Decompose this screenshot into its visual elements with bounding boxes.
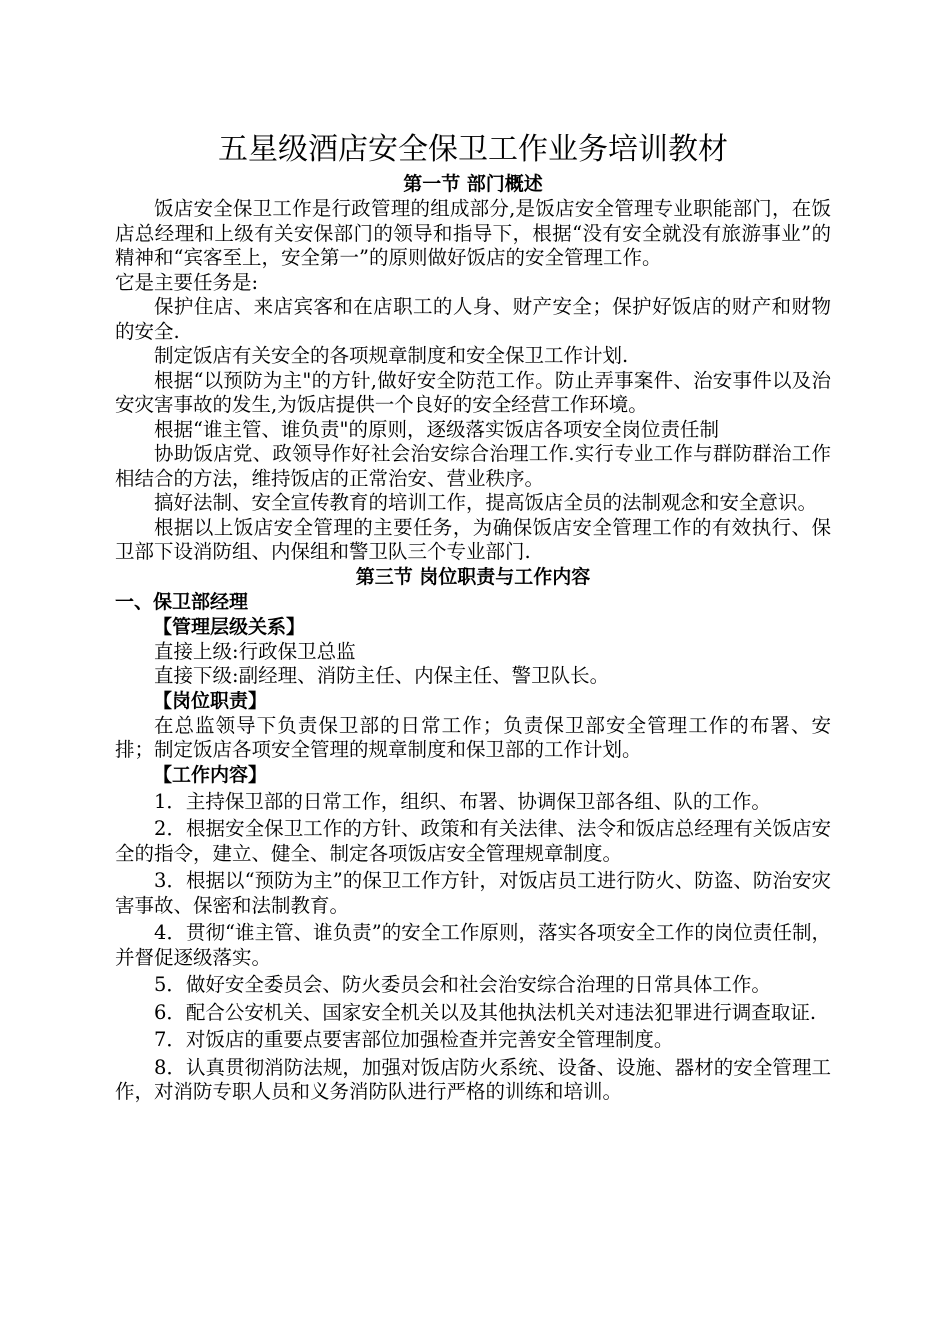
section-heading-overview: 第一节 部门概述 — [403, 173, 543, 195]
work-heading: 【工作内容】 — [153, 763, 268, 786]
intro-paragraph: 饭店安全保卫工作是行政管理的组成部分,是饭店安全管理专业职能部门，在饭店总经理和上级有关安保部门的领导和指导下，根据“没有安全就没有旅游事业”的精神和“宾客至上，安全第一”的原则做好饭店的安全管理工作。 — [115, 197, 831, 269]
tasks-lead: 它是主要任务是: — [115, 270, 259, 294]
work-item: 1．主持保卫部的日常工作，组织、布署、协调保卫部各组、队的工作。 — [154, 789, 771, 813]
task-paragraph: 协助饭店党、政领导作好社会治安综合治理工作.实行专业工作与群防群治工作相结合的方法，维持饭店的正常治安、营业秩序。 — [115, 442, 831, 490]
work-item: 6．配合公安机关、国家安全机关以及其他执法机关对违法犯罪进行调查取证. — [154, 1000, 817, 1024]
task-paragraph: 保护住店、来店宾客和在店职工的人身、财产安全；保护好饭店的财产和财物的安全. — [115, 295, 831, 343]
document-title: 五星级酒店安全保卫工作业务培训教材 — [218, 132, 728, 167]
task-paragraph: 根据“以预防为主"的方针,做好安全防范工作。防止弄事案件、治安事件以及治安灾害事故的发生,为饭店提供一个良好的安全经营工作环境。 — [115, 368, 831, 416]
task-paragraph: 根据“谁主管、谁负责"的原则，逐级落实饭店各项安全岗位责任制 — [154, 417, 719, 441]
task-paragraph: 搞好法制、安全宣传教育的培训工作，提高饭店全员的法制观念和安全意识。 — [154, 491, 818, 514]
duties-heading: 【岗位职责】 — [153, 689, 268, 712]
hierarchy-down: 直接下级:副经理、消防主任、内保主任、警卫队长。 — [154, 664, 610, 687]
hierarchy-up: 直接上级:行政保卫总监 — [154, 639, 356, 663]
task-paragraph: 根据以上饭店安全管理的主要任务，为确保饭店安全管理工作的有效执行、保卫部下设消防组、内保组和警卫队三个专业部门. — [115, 515, 831, 563]
section-heading-duties: 第三节 岗位职责与工作内容 — [355, 565, 591, 588]
work-item: 2．根据安全保卫工作的方针、政策和有关法律、法令和饭店总经理有关饭店安全的指令，建立、健全、制定各项饭店安全管理规章制度。 — [115, 817, 831, 865]
manager-heading: 一、保卫部经理 — [115, 590, 249, 613]
work-item: 8．认真贯彻消防法规，加强对饭店防火系统、设备、设施、器材的安全管理工作，对消防专职人员和义务消防队进行严格的训练和培训。 — [115, 1055, 831, 1103]
document-page — [115, 128, 831, 1108]
duties-text: 在总监领导下负责保卫部的日常工作；负责保卫部安全管理工作的布署、安排；制定饭店各项安全管理的规章制度和保卫部的工作计划。 — [115, 713, 831, 761]
work-item: 7．对饭店的重要点要害部位加强检查并完善安全管理制度。 — [154, 1028, 674, 1051]
hierarchy-heading: 【管理层级关系】 — [153, 615, 306, 638]
task-paragraph: 制定饭店有关安全的各项规章制度和安全保卫工作计划. — [154, 344, 629, 367]
work-item: 5．做好安全委员会、防火委员会和社会治安综合治理的日常具体工作。 — [154, 973, 771, 996]
work-item: 3．根据以“预防为主”的保卫工作方针，对饭店员工进行防火、防盗、防治安灾害事故、保密和法制教育。 — [115, 869, 831, 917]
work-item: 4．贯彻“谁主管、谁负责”的安全工作原则，落实各项安全工作的岗位责任制，并督促逐级落实。 — [115, 921, 831, 969]
